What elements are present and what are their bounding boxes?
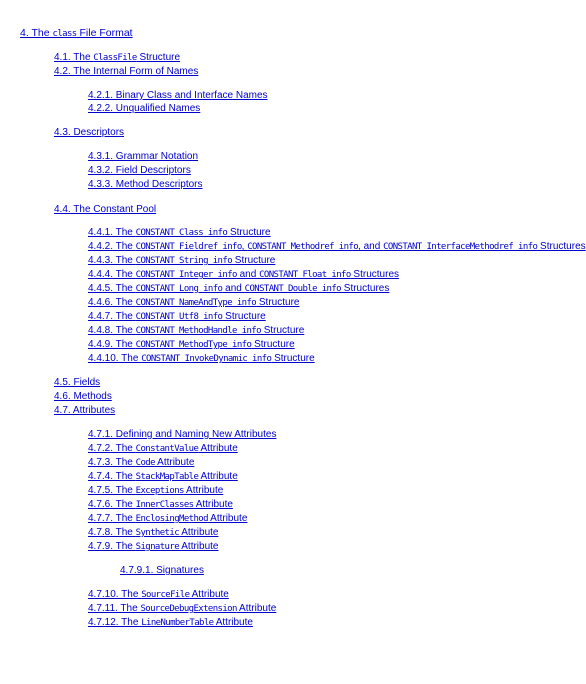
toc-link-4-7-1[interactable]: 4.7.1. Defining and Naming New Attributes xyxy=(88,429,277,440)
toc-entry-4-2-2 xyxy=(88,103,200,115)
toc-entry-4-7-6 xyxy=(88,499,233,511)
toc-text: Attribute xyxy=(213,617,253,628)
toc-link-4-7-10[interactable] xyxy=(88,589,229,600)
toc-code: CONSTANT_InterfaceMethodref_info xyxy=(383,242,538,252)
toc-text: Structure xyxy=(271,353,315,364)
toc-entry-4-4 xyxy=(54,204,156,216)
toc-entry-4-7-4 xyxy=(88,471,238,483)
toc-link-4-3-1[interactable]: 4.3.1. Grammar Notation xyxy=(88,151,199,162)
toc-text: 4.7.12. The xyxy=(88,617,142,628)
toc-code: CONSTANT_Fieldref_info xyxy=(135,242,242,252)
toc-text: and xyxy=(236,269,260,280)
toc-entry-4-3-2 xyxy=(88,165,191,177)
toc-text: 4.7.7. The xyxy=(88,513,136,524)
toc-link-4-4-6[interactable] xyxy=(88,297,299,308)
toc-entry-4-7-2 xyxy=(88,443,238,455)
toc-text: Attribute xyxy=(198,443,238,454)
toc-code: CONSTANT_MethodHandle_info xyxy=(135,326,261,336)
toc-text: File Format xyxy=(76,27,133,39)
toc-entry-4-4-2 xyxy=(88,241,586,253)
toc-link-4-4-7[interactable] xyxy=(88,311,266,322)
toc-link-4-4-10[interactable] xyxy=(88,353,315,364)
toc-link-4-7-3[interactable] xyxy=(88,457,194,468)
toc-link-4-2-1[interactable]: 4.2.1. Binary Class and Interface Names xyxy=(88,90,268,101)
toc-link-4-2-2[interactable]: 4.2.2. Unqualified Names xyxy=(88,103,201,114)
toc-link-4-4-9[interactable] xyxy=(88,339,295,350)
toc-link-4-7[interactable]: 4.7. Attributes xyxy=(54,405,116,416)
toc-code: InnerClasses xyxy=(135,500,194,510)
toc-text: 4.4.6. The xyxy=(88,297,136,308)
toc-entry-4-4-10 xyxy=(88,353,315,365)
toc-entry-4-3 xyxy=(54,127,124,139)
toc-entry-4-7-8 xyxy=(88,527,218,539)
toc-text: 4.4.8. The xyxy=(88,325,136,336)
toc-text: 4.7.5. The xyxy=(88,485,136,496)
toc-link-4-7-9[interactable] xyxy=(88,541,218,552)
toc-text: Attribute xyxy=(154,457,195,468)
toc-code: CONSTANT_Float_info xyxy=(259,270,351,280)
toc-text: 4.4.5. The xyxy=(88,283,136,294)
toc-text: 4.7.8. The xyxy=(88,527,136,538)
toc-entry-4-2 xyxy=(54,66,198,78)
toc-text: Attribute xyxy=(189,589,229,600)
toc-text: 4.1. The xyxy=(54,52,94,63)
toc-entry-4-4-4 xyxy=(88,269,399,281)
toc-entry-4-4-3 xyxy=(88,255,275,267)
toc-link-4-1[interactable] xyxy=(54,52,180,63)
toc-code: Signature xyxy=(135,542,180,552)
toc-entry-4-3-1 xyxy=(88,151,198,163)
toc-code: LineNumberTable xyxy=(141,618,214,628)
toc-text: Attribute xyxy=(207,513,248,524)
toc-link-4-4-2[interactable] xyxy=(88,241,586,252)
toc-code: CONSTANT_NameAndType_info xyxy=(135,298,257,308)
toc-text: Structure xyxy=(227,227,271,238)
toc-text: 4.7.3. The xyxy=(88,457,136,468)
toc-text: 4.7.11. The xyxy=(88,603,141,614)
toc-code: Synthetic xyxy=(135,528,180,538)
toc-text: 4.4.2. The xyxy=(88,241,136,252)
toc-entry-4-7-9-1 xyxy=(120,565,204,577)
toc-code: ClassFile xyxy=(93,53,137,63)
toc-code: SourceFile xyxy=(141,590,190,600)
toc-text: , xyxy=(241,241,248,252)
toc-code: CONSTANT_Long_info xyxy=(135,284,223,294)
toc-link-4-7-11[interactable] xyxy=(88,603,276,614)
toc-entry-4-7-12 xyxy=(88,617,253,629)
toc-entry-4-7-5 xyxy=(88,485,223,497)
toc-text: Attribute xyxy=(179,527,219,538)
toc-link-4-7-6[interactable] xyxy=(88,499,233,510)
toc-link-4-7-2[interactable] xyxy=(88,443,238,454)
toc-text: 4.7.2. The xyxy=(88,443,136,454)
toc-entry-4-7-9 xyxy=(88,541,218,553)
toc-entry-4-4-6 xyxy=(88,297,299,309)
toc-text: Attribute xyxy=(193,499,233,510)
toc-entry-4-4-8 xyxy=(88,325,304,337)
toc-entry-4-4-7 xyxy=(88,311,266,323)
toc-text: 4.4.3. The xyxy=(88,255,136,266)
toc-code: CONSTANT_Utf8_info xyxy=(135,312,223,322)
toc-text: 4.4.7. The xyxy=(88,311,136,322)
toc-chapter-4 xyxy=(20,27,133,39)
toc-code: Code xyxy=(135,458,155,468)
toc-link-4-3-3[interactable]: 4.3.3. Method Descriptors xyxy=(88,179,203,190)
toc-code: Exceptions xyxy=(135,486,184,496)
toc-code: CONSTANT_Double_info xyxy=(244,284,341,294)
toc-code: CONSTANT_MethodType_info xyxy=(135,340,252,350)
toc-link-4-6[interactable]: 4.6. Methods xyxy=(54,391,112,402)
toc-code: CONSTANT_Methodref_info xyxy=(247,242,359,252)
toc-text: Attribute xyxy=(236,603,277,614)
toc-text: Structure xyxy=(260,325,305,336)
toc-code: SourceDebugExtension xyxy=(140,604,237,614)
toc-entry-4-2-1 xyxy=(88,90,268,102)
toc-text: Structure xyxy=(136,52,181,63)
toc-entry-4-4-1 xyxy=(88,227,271,239)
toc-text: Structures xyxy=(341,283,390,294)
toc-entry-4-3-3 xyxy=(88,179,203,191)
toc-text: , and xyxy=(358,241,384,252)
toc-text: and xyxy=(222,283,245,294)
toc-link-4-4-1[interactable] xyxy=(88,227,271,238)
toc-text: Structures xyxy=(537,241,586,252)
toc-code: CONSTANT_Class_info xyxy=(135,228,228,238)
toc-link-4-3-2[interactable]: 4.3.2. Field Descriptors xyxy=(88,165,191,176)
toc-link-4-7-4[interactable] xyxy=(88,471,238,482)
toc-entry-4-4-9 xyxy=(88,339,295,351)
toc-code: class xyxy=(52,29,77,39)
toc-link-4-7-7[interactable] xyxy=(88,513,247,524)
toc-entry-4-7-10 xyxy=(88,589,229,601)
toc-code: CONSTANT_InvokeDynamic_info xyxy=(141,354,272,364)
toc-text: 4.4.9. The xyxy=(88,339,136,350)
toc-text: Attribute xyxy=(179,541,219,552)
toc-link-4-4-4[interactable] xyxy=(88,269,399,280)
toc-code: ConstantValue xyxy=(135,444,199,454)
toc-text: Attribute xyxy=(183,485,224,496)
toc-link-4-5[interactable]: 4.5. Fields xyxy=(54,377,101,388)
toc-code: StackMapTable xyxy=(135,472,199,482)
toc-text: 4.4.10. The xyxy=(88,353,142,364)
toc-entry-4-4-5 xyxy=(88,283,389,295)
toc-text: Structure xyxy=(232,255,276,266)
toc-link-4-3[interactable]: 4.3. Descriptors xyxy=(54,127,125,138)
toc-text: Structure xyxy=(256,297,300,308)
toc-entry-4-7-3 xyxy=(88,457,194,469)
toc-text: Structures xyxy=(350,269,400,280)
toc-text: 4.7.6. The xyxy=(88,499,136,510)
toc-code: CONSTANT_Integer_info xyxy=(135,270,237,280)
toc-text: 4.7.9. The xyxy=(88,541,136,552)
toc-text: 4.7.4. The xyxy=(88,471,136,482)
toc-entry-4-7-7 xyxy=(88,513,247,525)
toc-entry-4-1 xyxy=(54,52,180,64)
toc-text: Attribute xyxy=(198,471,238,482)
toc-link-4-4-5[interactable] xyxy=(88,283,389,294)
toc-text: 4.4.4. The xyxy=(88,269,136,280)
toc-entry-4-7 xyxy=(54,405,115,417)
toc-link-4-7-8[interactable] xyxy=(88,527,218,538)
toc-entry-4-5 xyxy=(54,377,100,389)
toc-text: 4. The xyxy=(20,27,53,39)
toc-text: 4.4.1. The xyxy=(88,227,136,238)
toc-link-chapter-4[interactable] xyxy=(20,27,133,39)
toc-link-4-7-9-1[interactable]: 4.7.9.1. Signatures xyxy=(120,565,204,576)
toc-link-4-4-8[interactable] xyxy=(88,325,304,336)
toc-link-4-7-12[interactable] xyxy=(88,617,253,628)
toc-link-4-4[interactable]: 4.4. The Constant Pool xyxy=(54,204,157,215)
toc-entry-4-6 xyxy=(54,391,112,403)
toc-link-4-4-3[interactable] xyxy=(88,255,275,266)
toc-text: Structure xyxy=(251,339,295,350)
toc-link-4-7-5[interactable] xyxy=(88,485,223,496)
toc-code: CONSTANT_String_info xyxy=(135,256,233,266)
toc-text: Structure xyxy=(222,311,266,322)
toc-link-4-2[interactable]: 4.2. The Internal Form of Names xyxy=(54,66,199,77)
toc-entry-4-7-11 xyxy=(88,603,276,615)
toc-entry-4-7-1 xyxy=(88,429,276,441)
toc-text: 4.7.10. The xyxy=(88,589,142,600)
toc-code: EnclosingMethod xyxy=(135,514,208,524)
